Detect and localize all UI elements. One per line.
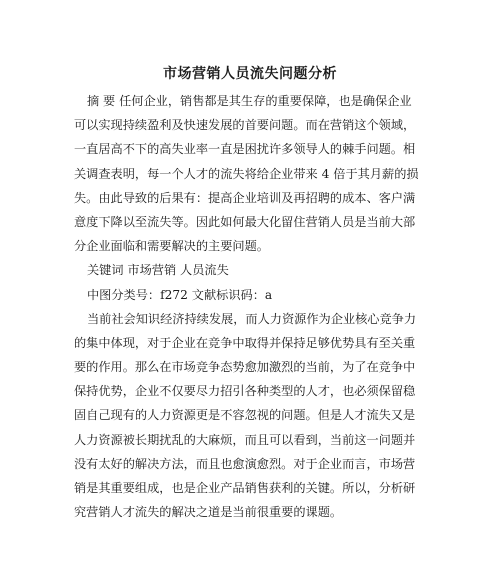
text-line: 人力资源被长期扰乱的大麻烦，而且可以看到，当前这一问题并 — [74, 432, 416, 447]
text-line: 摘 要 任何企业，销售都是其生存的重要保障，也是确保企业 — [87, 94, 412, 108]
text-line: 当前社会知识经济持续发展，而人力资源作为企业核心竞争力 — [87, 311, 417, 326]
text-line: 固自己现有的人力资源更是不容忽视的问题。但是人才流失又是 — [74, 408, 416, 423]
text-line: 失。由此导致的后果有：提高企业培训及再招聘的成本、客户满 — [74, 190, 416, 205]
text-line: 究营销人才流失的解决之道是当前很重要的课题。 — [74, 505, 343, 520]
text-line: 的集中体现，对于企业在竞争中取得并保持足够优势具有至关重 — [74, 335, 416, 350]
text-line: 分企业面临和需要解决的主要问题。 — [74, 239, 269, 254]
text-line: 可以实现持续盈利及快速发展的首要问题。而在营销这个领域， — [74, 118, 416, 133]
text-line: 没有太好的解决方法，而且也愈演愈烈。对于企业而言，市场营 — [74, 456, 416, 471]
text-line: 关键词 市场营销 人员流失 — [87, 263, 229, 278]
text-line: 关调查表明，每一个人才的流失将给企业带来 4 倍于其月薪的损 — [74, 166, 419, 181]
text-line: 意度下降以至流失等。因此如何最大化留住营销人员是当前大部 — [74, 214, 416, 229]
document-title: 市场营销人员流失问题分析 — [163, 66, 337, 82]
text-line: 保持优势，企业不仅要尽力招引各种类型的人才，也必须保留稳 — [74, 384, 416, 399]
text-line: 销是其重要组成，也是企业产品销售获利的关键。所以，分析研 — [74, 481, 416, 495]
text-line: 要的作用。那么在市场竞争态势愈加激烈的当前，为了在竞争中 — [74, 360, 416, 375]
document-body — [74, 89, 426, 524]
text-line: 中图分类号：f272 文献标识码：a — [87, 287, 273, 302]
bottom-fade — [0, 556, 500, 566]
text-line: 一直居高不下的高失业率一直是困扰许多领导人的棘手问题。相 — [74, 142, 416, 157]
